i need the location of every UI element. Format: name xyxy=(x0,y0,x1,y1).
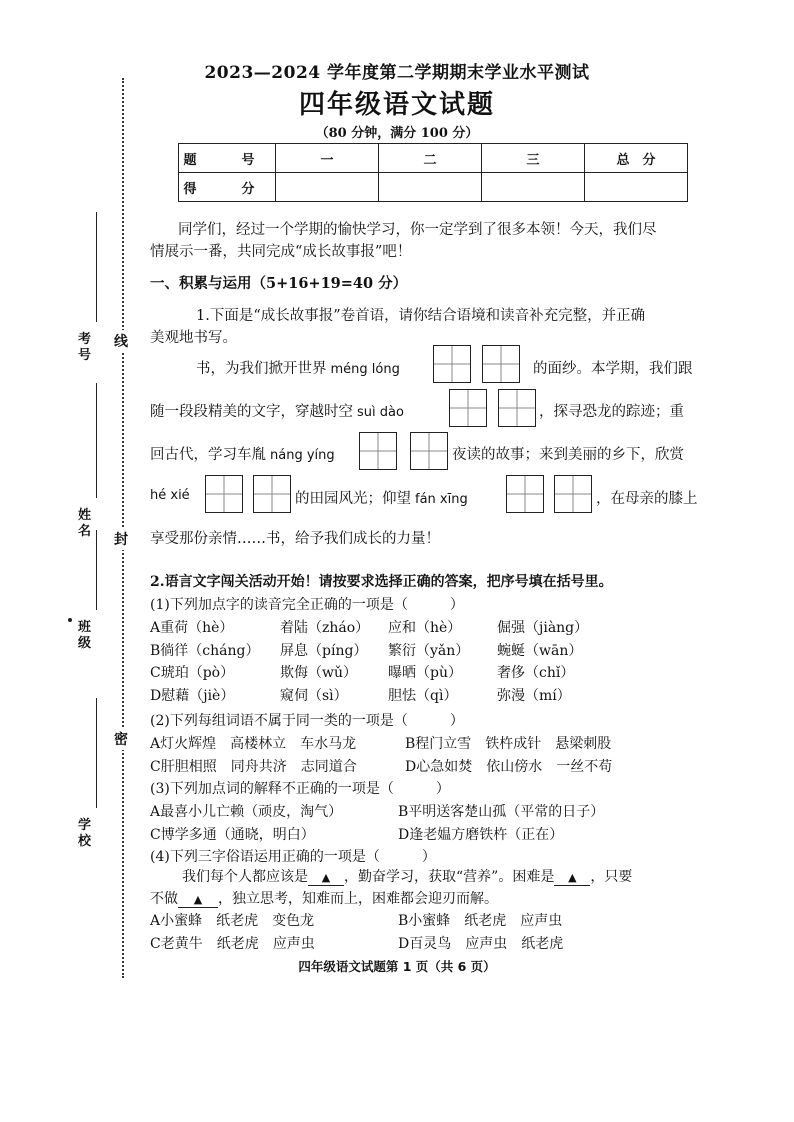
option-item: B平明送客楚山孤（平常的日子） xyxy=(398,804,605,820)
tianzige-box[interactable] xyxy=(359,432,397,470)
option-item: 蜿蜒（wān） xyxy=(497,642,583,659)
q2-text: 我们每个人都应该是 xyxy=(182,869,308,885)
option-item: D百灵鸟 应声虫 纸老虎 xyxy=(398,935,564,952)
q2-text: ，独立思考，知难而上，困难都会迎刃而解。 xyxy=(218,891,498,907)
option-item: 胆怯（qì） xyxy=(388,687,458,704)
q1-text: 的田园风光；仰望 xyxy=(295,491,411,507)
q1-stem-line-2: 美观地书写。 xyxy=(150,330,237,346)
exam-number-field[interactable] xyxy=(78,332,108,364)
score-table-score-row xyxy=(179,173,688,202)
option-item: A灯火辉煌 高楼林立 车水马龙 xyxy=(150,736,357,752)
option-item: A重荷（hè） xyxy=(150,620,234,636)
q1-stem-line-1: 1.下面是“成长故事报”卷首语，请你结合语境和读音补充完整，并正确 xyxy=(196,308,646,324)
option-item: 繁衍（yǎn） xyxy=(388,642,470,659)
answer-blank[interactable] xyxy=(308,869,344,886)
tianzige-box[interactable] xyxy=(449,389,487,427)
q1-line-4-mid xyxy=(295,487,472,508)
score-table-header-cell: 二 xyxy=(379,144,482,173)
seal-char-line: 线 xyxy=(114,330,128,352)
class-label: 班级 xyxy=(78,620,92,651)
exam-heading: 2023—2024 学年度第二学期期末学业水平测试 xyxy=(204,63,590,83)
score-input-cell[interactable] xyxy=(276,173,379,202)
exam-number-label: 考号 xyxy=(78,332,92,363)
option-item: D心急如焚 依山傍水 一丝不苟 xyxy=(405,758,613,775)
q1-line-3-text xyxy=(150,443,339,464)
q1-line-2-text xyxy=(150,400,408,421)
option-item: C肝胆相照 同舟共济 志同道合 xyxy=(150,758,357,775)
q1-text: ，在母亲的膝上 xyxy=(596,491,698,507)
score-table-header-row xyxy=(179,144,688,173)
tianzige-box[interactable] xyxy=(554,475,592,513)
name-field[interactable] xyxy=(78,508,108,540)
triangle-icon: ▲ xyxy=(193,893,203,906)
q1-line-5: 享受那份亲情……书，给予我们成长的力量！ xyxy=(150,531,440,547)
name-line[interactable] xyxy=(96,383,97,498)
q1-line-1-text xyxy=(196,357,404,378)
name-label: 姓名 xyxy=(78,508,92,539)
binding-hole-dot xyxy=(68,618,72,622)
pinyin: náng yíng xyxy=(270,448,335,463)
score-label-cell: 得 分 xyxy=(179,173,276,202)
q1-text: 回古代，学习车胤 xyxy=(150,447,266,463)
score-table-header-cell: 题 号 xyxy=(179,144,276,173)
pinyin: suì dào xyxy=(357,405,404,420)
q2-stem: 2.语言文字闯关活动开始！请按要求选择正确的答案，把序号填在括号里。 xyxy=(150,574,613,590)
q2-sub4-stem: (4)下列三字俗语运用正确的一项是（ ） xyxy=(150,849,436,865)
pinyin: hé xié xyxy=(150,488,190,503)
intro-line-1: 同学们，经过一个学期的愉快学习，你一定学到了很多本领！今天，我们尽 xyxy=(178,222,657,238)
section-1-title: 一、积累与运用（5+16+19=40 分） xyxy=(150,275,408,292)
score-input-cell[interactable] xyxy=(585,173,688,202)
answer-blank[interactable] xyxy=(178,891,218,908)
option-item: 欺侮（wǔ） xyxy=(280,665,357,681)
option-item: 着陆（zháo） xyxy=(280,620,370,636)
paper-meta: （80 分钟，满分 100 分） xyxy=(315,126,479,141)
option-item: C琥珀（pò） xyxy=(150,665,235,681)
answer-blank[interactable] xyxy=(554,869,590,886)
option-item: 倔强（jiàng） xyxy=(497,620,589,636)
q2-sub4-line-1 xyxy=(182,866,632,886)
score-input-cell[interactable] xyxy=(379,173,482,202)
option-item: C老黄牛 纸老虎 应声虫 xyxy=(150,935,315,952)
school-field[interactable] xyxy=(78,818,108,850)
score-input-cell[interactable] xyxy=(482,173,585,202)
option-item: 应和（hè） xyxy=(388,620,462,636)
score-table-header-cell: 一 xyxy=(276,144,379,173)
option-item: D逢老媪方磨铁杵（正在） xyxy=(398,826,564,843)
tianzige-box[interactable] xyxy=(506,475,544,513)
q2-text: ，勤奋学习，获取“营养”。困难是 xyxy=(344,869,555,885)
q2-sub3-stem: (3)下列加点词的解释不正确的一项是（ ） xyxy=(150,781,450,797)
school-label: 学校 xyxy=(78,818,92,849)
q1-line-4-text xyxy=(150,487,194,503)
class-line[interactable] xyxy=(96,530,97,610)
q2-sub4-line-2 xyxy=(150,888,498,908)
tianzige-box[interactable] xyxy=(498,389,536,427)
score-table-header-cell: 三 xyxy=(482,144,585,173)
seal-char-secret: 密 xyxy=(114,728,128,750)
option-item: D慰藉（jiè） xyxy=(150,687,235,704)
option-item: A小蜜蜂 纸老虎 变色龙 xyxy=(150,913,315,929)
exam-number-line[interactable] xyxy=(96,212,97,322)
q1-text: 夜读的故事；来到美丽的乡下，欣赏 xyxy=(452,447,684,463)
q1-text: ，探寻恐龙的踪迹；重 xyxy=(539,404,684,420)
q2-text: 不做 xyxy=(150,891,178,907)
score-table xyxy=(178,143,688,202)
seal-char-seal: 封 xyxy=(114,528,128,550)
option-item: B程门立雪 铁杵成针 悬梁刺股 xyxy=(405,736,612,752)
tianzige-box[interactable] xyxy=(410,432,448,470)
option-item: 屏息（píng） xyxy=(280,642,368,659)
q2-text: ，只要 xyxy=(590,869,633,885)
class-field[interactable] xyxy=(78,620,108,652)
score-table-header-cell: 总 分 xyxy=(585,144,688,173)
option-item: 弥漫（mí） xyxy=(497,687,571,704)
option-item: 曝晒（pù） xyxy=(388,665,462,681)
option-item: B小蜜蜂 纸老虎 应声虫 xyxy=(398,913,563,929)
option-item: C博学多通（通晓，明白） xyxy=(150,826,315,843)
q1-text: 的面纱。本学期，我们跟 xyxy=(533,361,693,377)
q2-sub2-stem: (2)下列每组词语不属于同一类的一项是（ ） xyxy=(150,713,464,729)
tianzige-box[interactable] xyxy=(205,475,243,513)
option-item: A最喜小儿亡赖（顽皮，淘气） xyxy=(150,804,343,820)
option-item: B徜徉（cháng） xyxy=(150,642,260,659)
triangle-icon: ▲ xyxy=(568,871,577,884)
q2-sub1-stem: (1)下列加点字的读音完全正确的一项是（ ） xyxy=(150,597,464,613)
pinyin: fán xīng xyxy=(415,492,468,507)
tianzige-box[interactable] xyxy=(482,345,520,383)
school-line[interactable] xyxy=(96,698,97,808)
triangle-icon: ▲ xyxy=(321,871,331,884)
paper-title: 四年级语文试题 xyxy=(298,90,495,120)
tianzige-box[interactable] xyxy=(433,345,471,383)
pinyin: méng lóng xyxy=(330,362,400,377)
intro-line-2: 情展示一番，共同完成“成长故事报”吧！ xyxy=(150,244,412,260)
page-footer: 四年级语文试题第 1 页（共 6 页） xyxy=(298,959,496,974)
tianzige-box[interactable] xyxy=(253,475,291,513)
q1-text: 书，为我们掀开世界 xyxy=(196,361,327,377)
option-item: 窥伺（sì） xyxy=(280,687,348,704)
q1-text: 随一段段精美的文字，穿越时空 xyxy=(150,404,353,420)
option-item: 奢侈（chǐ） xyxy=(497,665,575,681)
